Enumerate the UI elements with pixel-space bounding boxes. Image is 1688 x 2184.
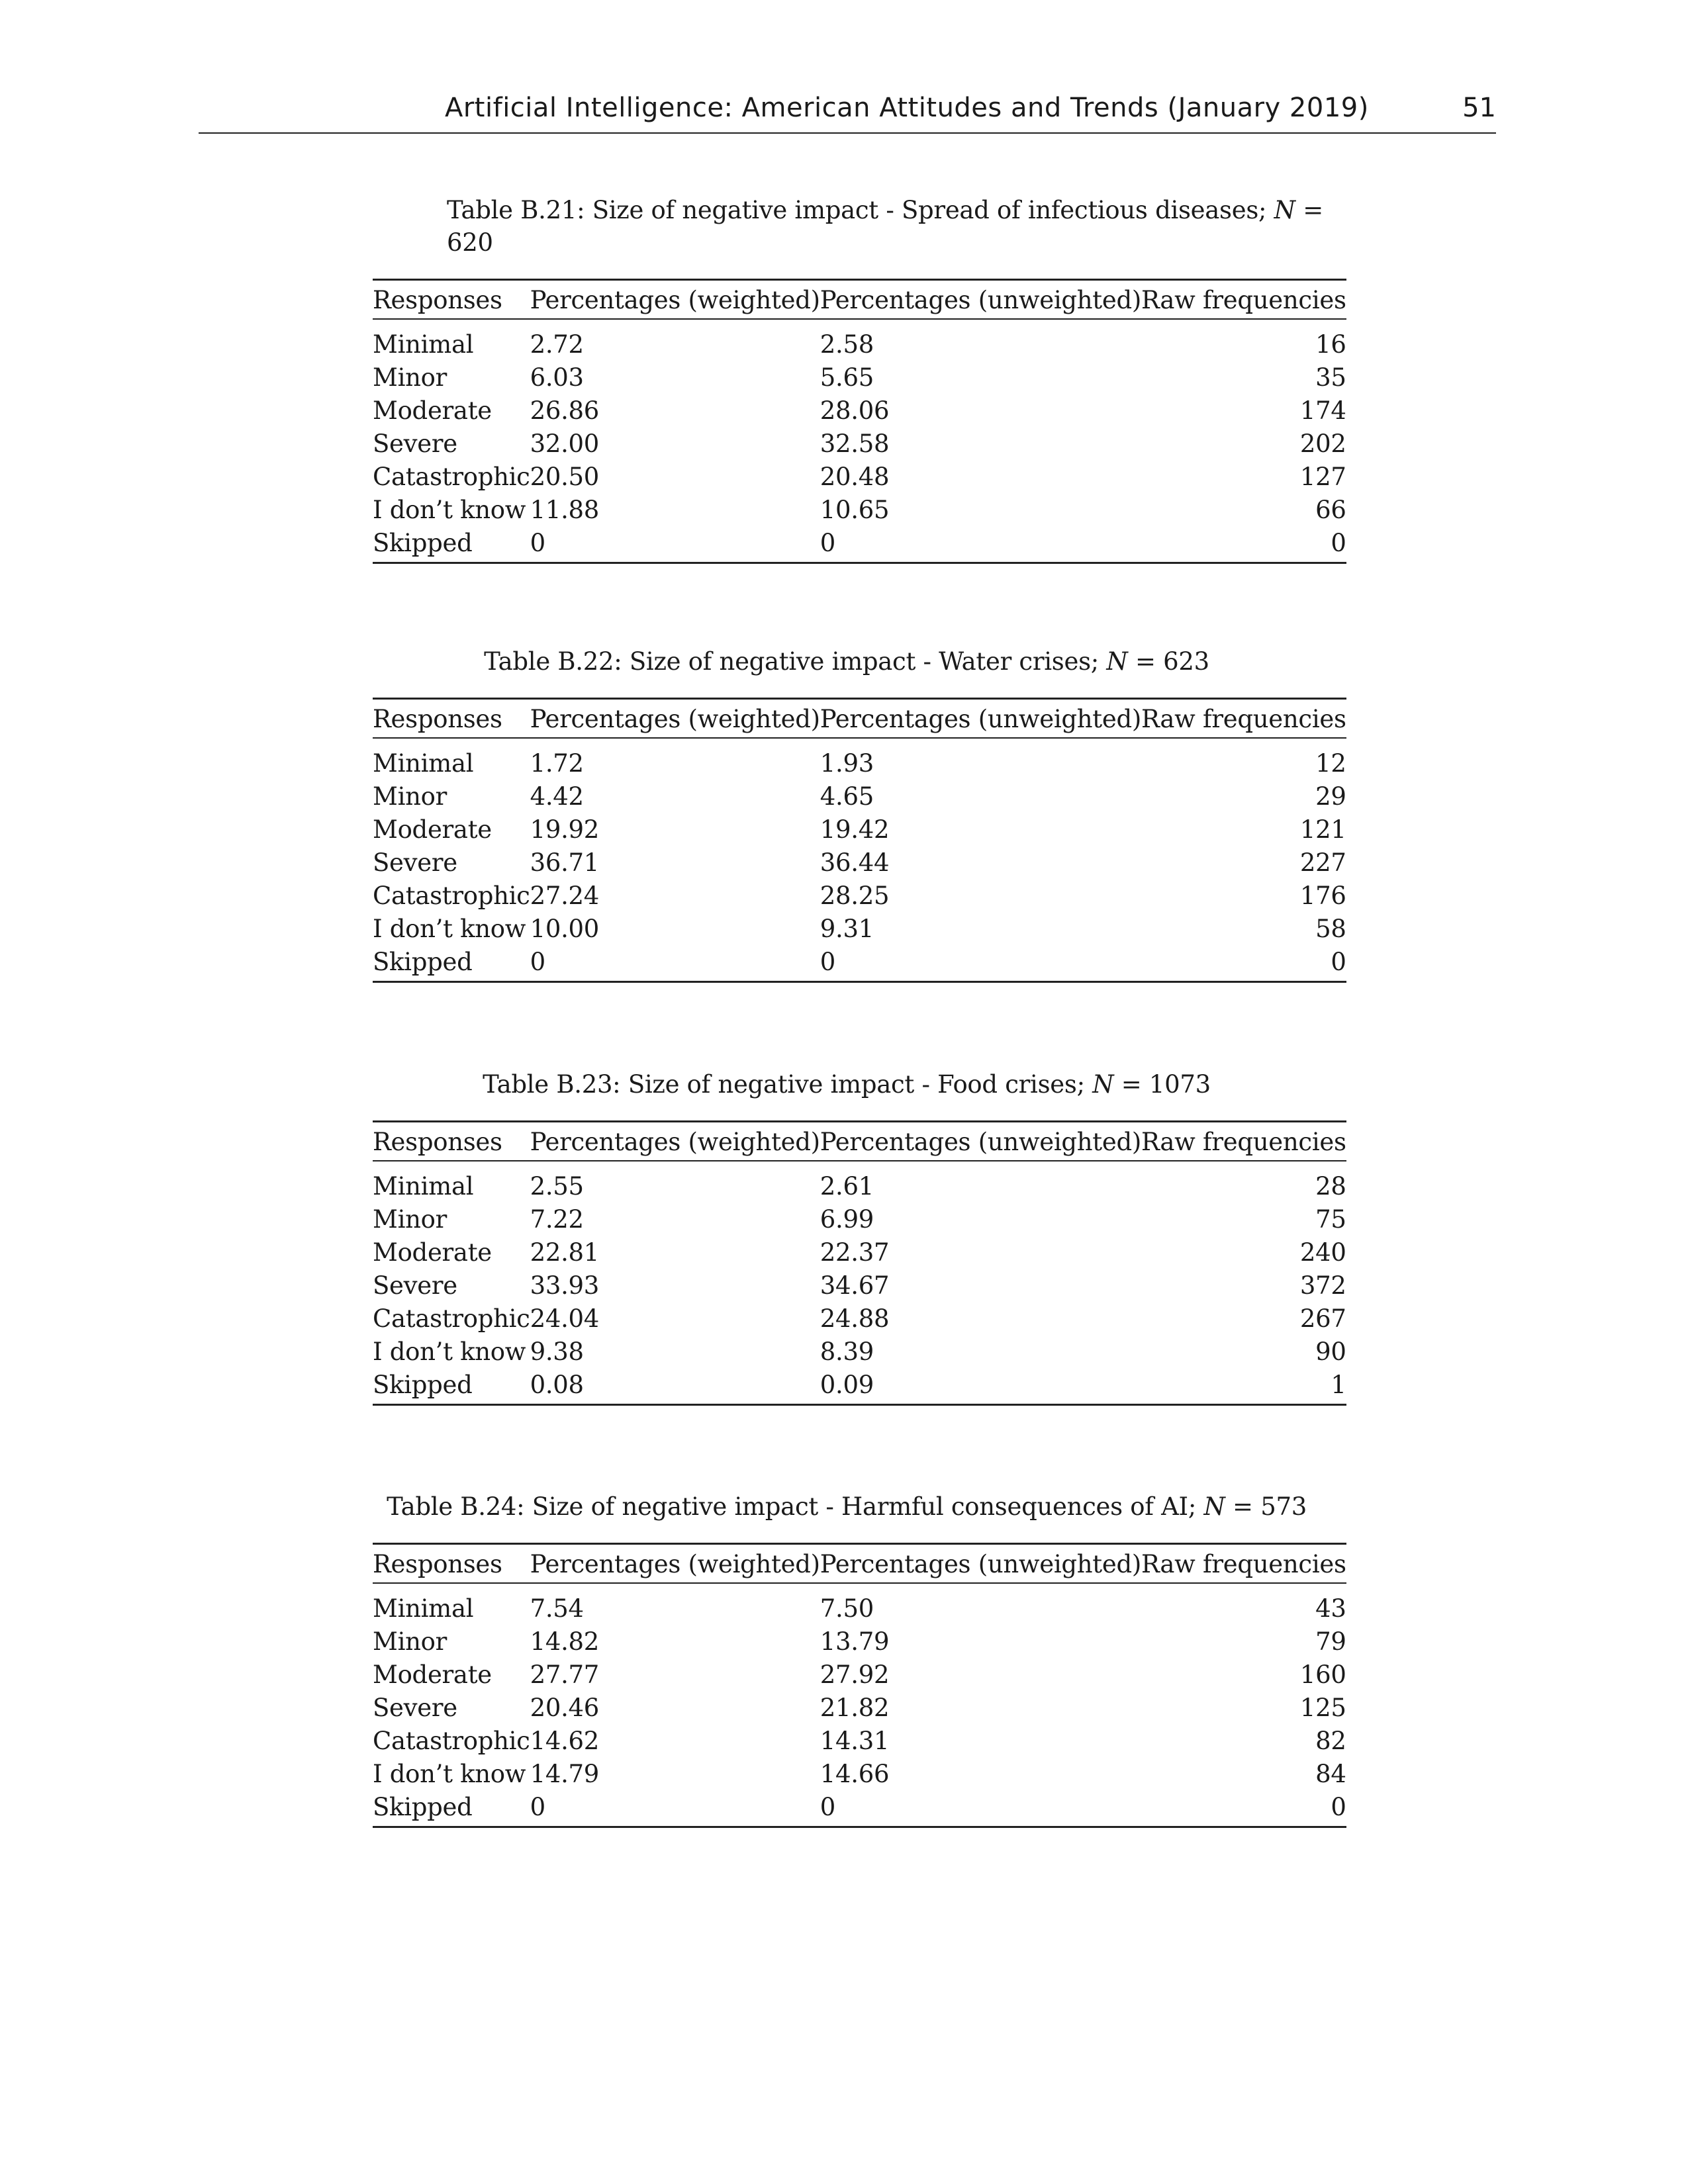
caption-n-value: = 623 <box>1135 647 1209 676</box>
response-label: Catastrophic <box>373 1726 530 1755</box>
response-label: Severe <box>373 429 457 458</box>
table-row <box>373 945 1346 982</box>
response-label: Moderate <box>373 1660 492 1689</box>
table-cell: 21.82 <box>820 1693 890 1722</box>
table-cell: 2.55 <box>530 1171 584 1201</box>
column-header: Percentages (weighted) <box>530 1122 820 1161</box>
table-cell: 2.61 <box>820 1171 874 1201</box>
table-cell: 13.79 <box>820 1627 890 1656</box>
table-cell: 19.42 <box>820 815 890 844</box>
table-cell: 34.67 <box>820 1271 890 1300</box>
column-header: Raw frequencies <box>1141 1122 1346 1161</box>
table-row <box>373 912 1346 945</box>
column-header: Percentages (weighted) <box>530 699 820 739</box>
column-header: Raw frequencies <box>1141 699 1346 739</box>
data-table <box>373 1120 1346 1406</box>
table-cell: 43 <box>1315 1594 1346 1623</box>
table-block-b22 <box>373 645 1346 983</box>
caption-prefix: Table B.22: <box>484 647 622 676</box>
table-block-b24 <box>373 1490 1346 1828</box>
response-label: I don’t know <box>373 1759 526 1788</box>
response-label: Minor <box>373 1627 447 1656</box>
response-label: Catastrophic <box>373 881 530 910</box>
column-header: Percentages (unweighted) <box>820 1122 1141 1161</box>
table-cell: 14.31 <box>820 1726 890 1755</box>
response-label: Minor <box>373 363 447 392</box>
table-cell: 35 <box>1315 363 1346 392</box>
table-cell: 29 <box>1315 782 1346 811</box>
response-label: Minimal <box>373 1171 474 1201</box>
table-row <box>373 1161 1346 1203</box>
table-caption <box>373 1490 1321 1523</box>
caption-n-symbol: N <box>1203 1492 1225 1521</box>
table-cell: 24.88 <box>820 1304 890 1333</box>
table-cell: 227 <box>1299 848 1346 877</box>
table-cell: 20.46 <box>530 1693 600 1722</box>
table-cell: 174 <box>1299 396 1346 425</box>
column-header: Percentages (unweighted) <box>820 280 1141 320</box>
table-cell: 82 <box>1315 1726 1346 1755</box>
table-cell: 14.66 <box>820 1759 890 1788</box>
table-cell: 79 <box>1315 1627 1346 1656</box>
response-label: I don’t know <box>373 495 526 524</box>
table-cell: 0 <box>530 1790 820 1827</box>
table-cell: 7.22 <box>530 1205 584 1234</box>
caption-n-value: = 620 <box>447 196 1323 257</box>
table-row <box>373 1724 1346 1757</box>
table-cell: 14.82 <box>530 1627 600 1656</box>
table-cell: 14.79 <box>530 1759 600 1788</box>
table-cell: 127 <box>1299 462 1346 491</box>
response-label: Skipped <box>373 1368 530 1405</box>
table-cell: 14.62 <box>530 1726 600 1755</box>
column-header: Responses <box>373 280 530 320</box>
response-label: Minimal <box>373 749 474 778</box>
table-header-row <box>373 699 1346 739</box>
table-cell: 0 <box>1141 526 1346 563</box>
response-label: Severe <box>373 1693 457 1722</box>
column-header: Responses <box>373 699 530 739</box>
table-row <box>373 319 1346 361</box>
table-cell: 1.93 <box>820 749 874 778</box>
table-block-b23 <box>373 1068 1346 1406</box>
table-cell: 66 <box>1315 495 1346 524</box>
response-label: Severe <box>373 1271 457 1300</box>
column-header: Responses <box>373 1122 530 1161</box>
table-cell: 4.42 <box>530 782 584 811</box>
table-row <box>373 361 1346 394</box>
table-cell: 90 <box>1315 1337 1346 1366</box>
response-label: Catastrophic <box>373 462 530 491</box>
table-row <box>373 1691 1346 1724</box>
table-cell: 28.25 <box>820 881 890 910</box>
table-cell: 26.86 <box>530 396 600 425</box>
table-row <box>373 1625 1346 1658</box>
response-label: Skipped <box>373 1790 530 1827</box>
table-cell: 0 <box>820 945 1141 982</box>
table-row <box>373 1236 1346 1269</box>
table-cell: 6.99 <box>820 1205 874 1234</box>
caption-n-symbol: N <box>1274 196 1295 224</box>
table-cell: 0 <box>1141 1790 1346 1827</box>
table-cell: 0 <box>530 526 820 563</box>
caption-n-value: = 1073 <box>1121 1070 1211 1099</box>
table-row <box>373 1757 1346 1790</box>
table-row <box>373 1335 1346 1368</box>
table-cell: 0 <box>820 1790 1141 1827</box>
column-header: Raw frequencies <box>1141 1544 1346 1584</box>
caption-n-symbol: N <box>1092 1070 1114 1099</box>
table-cell: 9.31 <box>820 914 874 943</box>
data-table <box>373 1543 1346 1828</box>
table-row <box>373 493 1346 526</box>
table-cell: 11.88 <box>530 495 600 524</box>
table-row <box>373 738 1346 780</box>
table-cell: 125 <box>1299 1693 1346 1722</box>
table-cell: 1.72 <box>530 749 584 778</box>
response-label: Minor <box>373 1205 447 1234</box>
table-cell: 2.72 <box>530 330 584 359</box>
response-label: Skipped <box>373 526 530 563</box>
table-cell: 0.09 <box>820 1368 1141 1405</box>
table-cell: 84 <box>1315 1759 1346 1788</box>
response-label: Moderate <box>373 396 492 425</box>
table-cell: 10.65 <box>820 495 890 524</box>
table-cell: 32.58 <box>820 429 890 458</box>
caption-prefix: Table B.23: <box>483 1070 621 1099</box>
table-row <box>373 1203 1346 1236</box>
column-header: Raw frequencies <box>1141 280 1346 320</box>
column-header: Responses <box>373 1544 530 1584</box>
caption-prefix: Table B.21: <box>447 196 585 224</box>
caption-text: Size of negative impact - Spread of infectious diseases; <box>592 196 1267 224</box>
table-cell: 16 <box>1315 330 1346 359</box>
caption-text: Size of negative impact - Food crises; <box>628 1070 1085 1099</box>
response-label: I don’t know <box>373 1337 526 1366</box>
table-header-row <box>373 1544 1346 1584</box>
table-row <box>373 780 1346 813</box>
table-cell: 7.54 <box>530 1594 584 1623</box>
table-cell: 22.37 <box>820 1238 890 1267</box>
response-label: Skipped <box>373 945 530 982</box>
response-label: Moderate <box>373 1238 492 1267</box>
table-cell: 24.04 <box>530 1304 600 1333</box>
table-row <box>373 460 1346 493</box>
table-row <box>373 526 1346 563</box>
table-caption <box>373 645 1321 678</box>
table-cell: 121 <box>1299 815 1346 844</box>
caption-text: Size of negative impact - Water crises; <box>629 647 1099 676</box>
table-row <box>373 427 1346 460</box>
table-cell: 1 <box>1141 1368 1346 1405</box>
table-cell: 27.77 <box>530 1660 600 1689</box>
table-cell: 4.65 <box>820 782 874 811</box>
response-label: Minor <box>373 782 447 811</box>
table-caption <box>373 194 1327 259</box>
table-cell: 28.06 <box>820 396 890 425</box>
table-cell: 0 <box>530 945 820 982</box>
table-cell: 176 <box>1299 881 1346 910</box>
table-cell: 0 <box>1141 945 1346 982</box>
table-cell: 36.71 <box>530 848 600 877</box>
table-cell: 36.44 <box>820 848 890 877</box>
data-table <box>373 698 1346 983</box>
caption-n-symbol: N <box>1106 647 1128 676</box>
column-header: Percentages (unweighted) <box>820 1544 1141 1584</box>
data-table <box>373 279 1346 564</box>
table-cell: 27.92 <box>820 1660 890 1689</box>
table-cell: 75 <box>1315 1205 1346 1234</box>
column-header: Percentages (weighted) <box>530 280 820 320</box>
table-cell: 58 <box>1315 914 1346 943</box>
page-number: 51 <box>1462 93 1496 123</box>
table-cell: 7.50 <box>820 1594 874 1623</box>
table-caption <box>373 1068 1321 1101</box>
response-label: Moderate <box>373 815 492 844</box>
table-cell: 5.65 <box>820 363 874 392</box>
table-cell: 32.00 <box>530 429 600 458</box>
caption-n-value: = 573 <box>1233 1492 1307 1521</box>
table-header-row <box>373 1122 1346 1161</box>
table-cell: 6.03 <box>530 363 584 392</box>
table-row <box>373 1368 1346 1405</box>
table-cell: 8.39 <box>820 1337 874 1366</box>
response-label: Severe <box>373 848 457 877</box>
caption-prefix: Table B.24: <box>387 1492 525 1521</box>
table-cell: 372 <box>1299 1271 1346 1300</box>
table-cell: 160 <box>1299 1660 1346 1689</box>
running-title: Artificial Intelligence: American Attitudes and Trends (January 2019) <box>445 93 1369 123</box>
table-cell: 2.58 <box>820 330 874 359</box>
table-row <box>373 1583 1346 1625</box>
response-label: I don’t know <box>373 914 526 943</box>
table-block-b21 <box>373 194 1346 564</box>
table-cell: 202 <box>1299 429 1346 458</box>
table-cell: 267 <box>1299 1304 1346 1333</box>
table-row <box>373 1269 1346 1302</box>
table-cell: 20.48 <box>820 462 890 491</box>
table-row <box>373 394 1346 427</box>
table-cell: 27.24 <box>530 881 600 910</box>
table-cell: 20.50 <box>530 462 600 491</box>
table-row <box>373 813 1346 846</box>
table-cell: 12 <box>1315 749 1346 778</box>
response-label: Minimal <box>373 1594 474 1623</box>
table-header-row <box>373 280 1346 320</box>
table-row <box>373 1302 1346 1335</box>
table-cell: 19.92 <box>530 815 600 844</box>
table-cell: 33.93 <box>530 1271 600 1300</box>
table-row <box>373 846 1346 879</box>
table-cell: 9.38 <box>530 1337 584 1366</box>
response-label: Catastrophic <box>373 1304 530 1333</box>
table-row <box>373 1658 1346 1691</box>
response-label: Minimal <box>373 330 474 359</box>
running-header <box>199 91 1496 134</box>
table-cell: 22.81 <box>530 1238 600 1267</box>
column-header: Percentages (weighted) <box>530 1544 820 1584</box>
table-cell: 28 <box>1315 1171 1346 1201</box>
table-cell: 10.00 <box>530 914 600 943</box>
table-row <box>373 879 1346 912</box>
table-cell: 240 <box>1299 1238 1346 1267</box>
caption-text: Size of negative impact - Harmful consequences of AI; <box>532 1492 1197 1521</box>
table-cell: 0.08 <box>530 1368 820 1405</box>
table-cell: 0 <box>820 526 1141 563</box>
column-header: Percentages (unweighted) <box>820 699 1141 739</box>
table-row <box>373 1790 1346 1827</box>
